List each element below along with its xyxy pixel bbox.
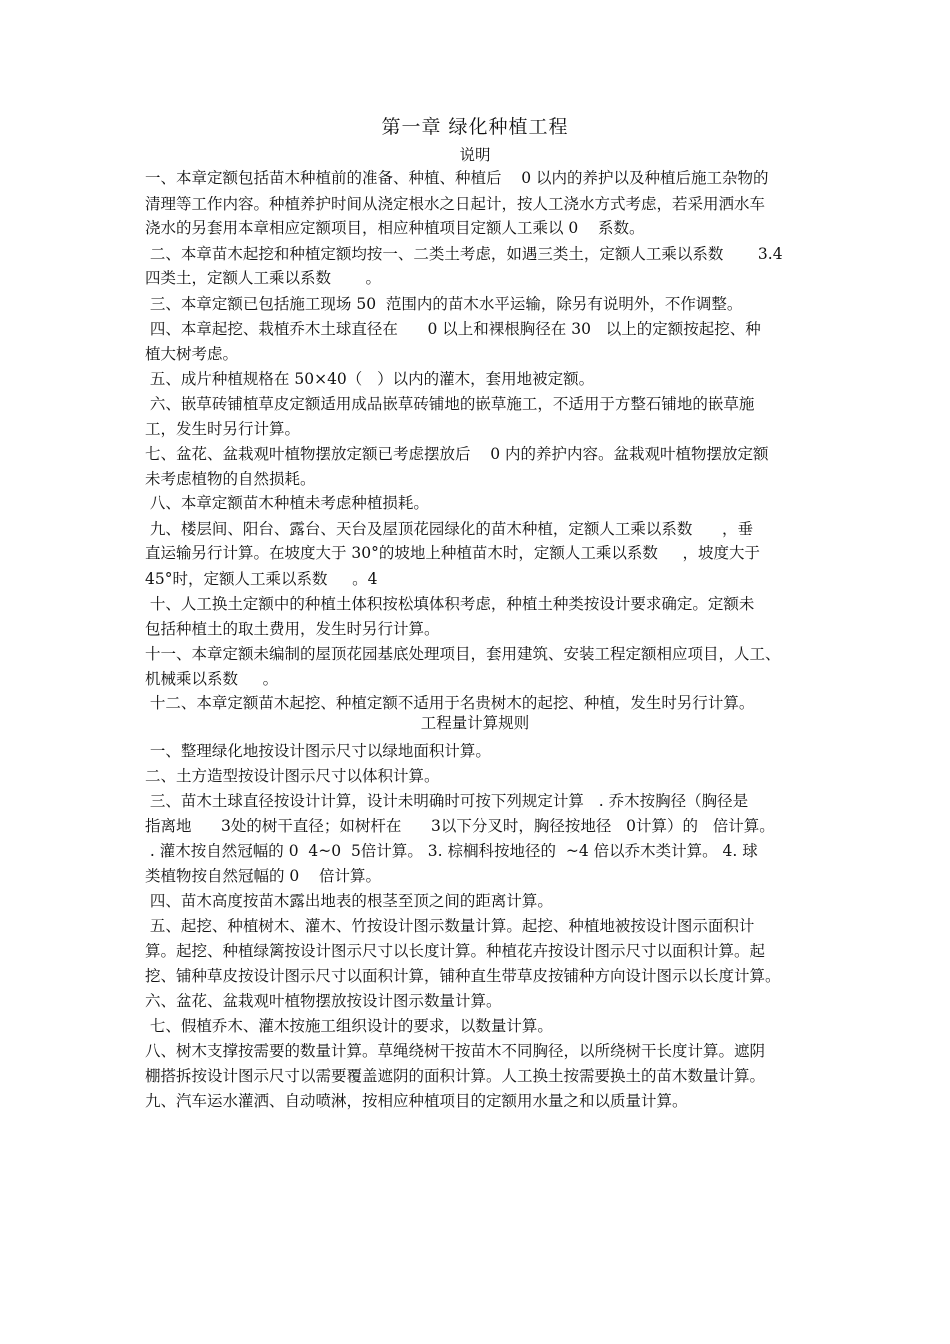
text-line: 四、本章起挖、栽植乔木土球直径在 0 以上和裸根胸径在 30 以上的定额按起挖、种 [145,320,761,338]
text-line: 棚搭拆按设计图示尺寸以需要覆盖遮阴的面积计算。人工换土按需要换土的苗木数量计算。 [145,1067,766,1085]
text-line: 三、苗木土球直径按设计计算，设计未明确时可按下列规定计算 . 乔木按胸径（胸径是 [145,792,749,810]
text-line: 二、土方造型按设计图示尺寸以体积计算。 [145,767,440,785]
text-line: 五、起挖、种植树木、灌木、竹按设计图示数量计算。起挖、种植地被按设计图示面积计 [145,917,755,935]
text-line: 一、整理绿化地按设计图示尺寸以绿地面积计算。 [145,742,491,760]
section-heading-quantity-rules: 工程量计算规则 [420,714,530,732]
text-line: 45°时，定额人工乘以系数 。4 [145,570,378,588]
text-line: 二、本章苗木起挖和种植定额均按一、二类土考虑，如遇三类土，定额人工乘以系数 3.4 [145,245,783,263]
text-line: 八、本章定额苗木种植未考虑种植损耗。 [145,494,429,512]
text-line: 类植物按自然冠幅的 0 倍计算。 [145,867,381,885]
text-line: 七、盆花、盆栽观叶植物摆放定额已考虑摆放后 0 内的养护内容。盆栽观叶植物摆放定额 [145,445,769,463]
text-line: 八、树木支撑按需要的数量计算。草绳绕树干按苗木不同胸径，以所绕树干长度计算。遮阴 [145,1042,766,1060]
text-line: 六、盆花、盆栽观叶植物摆放按设计图示数量计算。 [145,992,502,1010]
text-line: 九、楼层间、阳台、露台、天台及屋顶花园绿化的苗木种植，定额人工乘以系数 ，垂 [145,520,753,538]
chapter-title: 第一章 绿化种植工程 [381,116,569,138]
text-line: 未考虑植物的自然损耗。 [145,470,316,488]
section-heading-explanation: 说明 [459,146,491,164]
text-line: 六、嵌草砖铺植草皮定额适用成品嵌草砖铺地的嵌草施工，不适用于方整石铺地的嵌草施 [145,395,755,413]
text-line: 三、本章定额已包括施工现场 50 范围内的苗木水平运输，除另有说明外，不作调整。 [145,295,743,313]
text-line: 清理等工作内容。种植养护时间从浇定根水之日起计，按人工浇水方式考虑，若采用洒水车 [145,195,766,213]
text-line: 植大树考虑。 [145,345,239,363]
text-line: 十二、本章定额苗木起挖、种植定额不适用于名贵树木的起挖、种植，发生时另行计算。 [145,694,755,712]
text-line: 四类土，定额人工乘以系数 。 [145,269,381,287]
text-line: 机械乘以系数 。 [145,670,279,688]
text-line: 挖、铺种草皮按设计图示尺寸以面积计算，铺种直生带草皮按铺种方向设计图示以长度计算。 [145,967,781,985]
text-line: 七、假植乔木、灌木按施工组织设计的要求，以数量计算。 [145,1017,553,1035]
text-line: 十一、本章定额未编制的屋顶花园基底处理项目，套用建筑、安装工程定额相应项目，人工、 [145,645,781,663]
text-line: 直运输另行计算。在坡度大于 30°的坡地上种植苗木时，定额人工乘以系数 ，坡度大于 [145,544,761,562]
text-line: 浇水的另套用本章相应定额项目，相应种植项目定额人工乘以 0 系数。 [145,219,645,237]
text-line: 五、成片种植规格在 50×40（ ）以内的灌木，套用地被定额。 [145,370,595,388]
text-line: 九、汽车运水灌洒、自动喷淋，按相应种植项目的定额用水量之和以质量计算。 [145,1092,688,1110]
text-line: 一、本章定额包括苗木种植前的准备、种植、种植后 0 以内的养护以及种植后施工杂物的 [145,169,769,187]
text-line: 四、苗木高度按苗木露出地表的根茎至顶之间的距离计算。 [145,892,553,910]
text-line: 工，发生时另行计算。 [145,420,301,438]
text-line: 算。起挖、种植绿篱按设计图示尺寸以长度计算。种植花卉按设计图示尺寸以面积计算。起 [145,942,766,960]
text-line: 指离地 3处的树干直径；如树杆在 3以下分叉时，胸径按地径 0计算）的 倍计算。 [145,817,775,835]
text-line: 十、人工换土定额中的种植土体积按松填体积考虑，种植土种类按设计要求确定。定额未 [145,595,755,613]
text-line: 包括种植土的取土费用，发生时另行计算。 [145,620,440,638]
text-line: . 灌木按自然冠幅的 0 4~0 5倍计算。 3. 棕榈科按地径的 ~4 倍以乔木类计算。 4. 球 [145,842,758,860]
